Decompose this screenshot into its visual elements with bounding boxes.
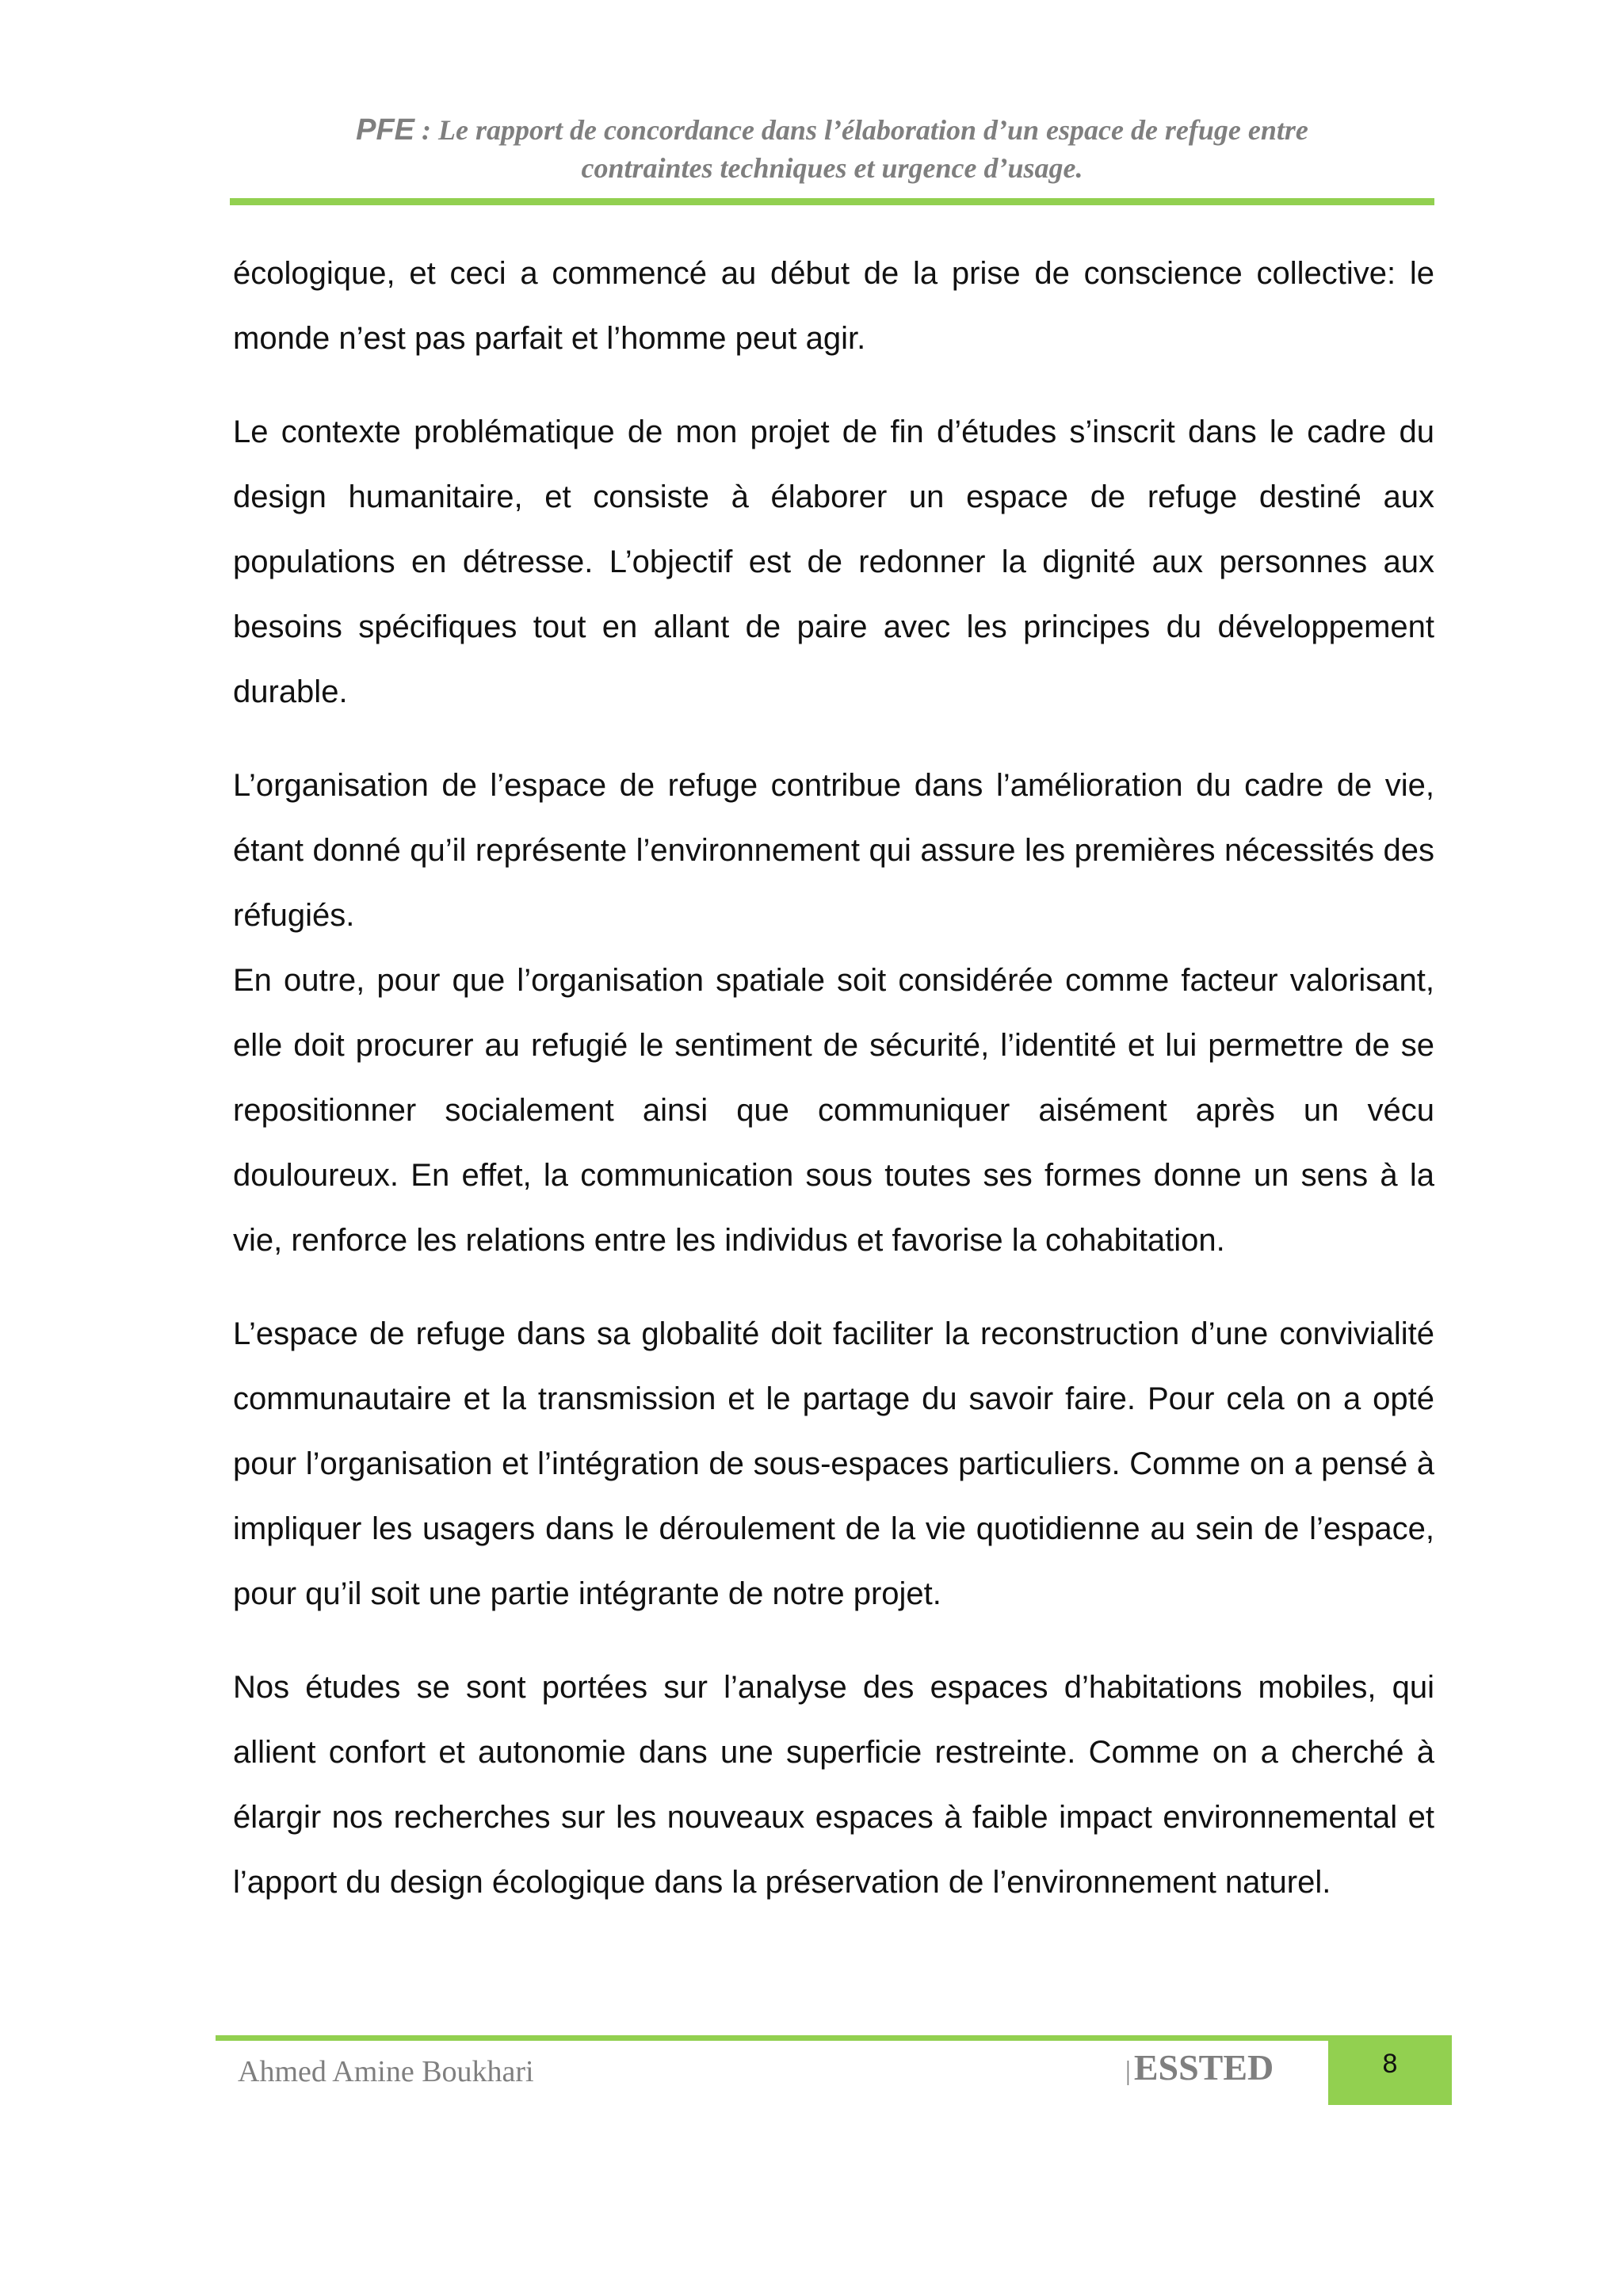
footer-separator: | — [1125, 2057, 1131, 2086]
running-header — [230, 111, 1434, 187]
footer-school — [1125, 2046, 1274, 2088]
paragraph-5: L’espace de refuge dans sa globalité doit faciliter la reconstruction d’une convivialité communautaire et la transmission et le partage du savoir faire. Pour cela on a opté pour l’organisation et l’intégration de sous-espaces particuliers. Comme on a pensé à impliquer les usagers dans le déroulement de la vie quotidienne au sein de l’espace, pour qu’il soit une partie intégrante de notre projet. — [233, 1316, 1434, 1611]
paragraph-1: écologique, et ceci a commencé au début de la prise de conscience collective: le monde n’est pas parfait et l’homme peut agir. — [233, 256, 1434, 356]
header-prefix: PFE — [356, 113, 414, 147]
paragraph-2: Le contexte problématique de mon projet de fin d’études s’inscrit dans le cadre du design humanitaire, et consiste à élaborer un espace de refuge destiné aux populations en détresse. L’objectif est de redonner la dignité aux personnes aux besoins spécifiques tout en allant de paire avec les principes du développement durable. — [233, 415, 1434, 709]
footer-author: Ahmed Amine Boukhari — [238, 2055, 534, 2088]
header-line-1 — [230, 111, 1434, 149]
paragraph-4: En outre, pour que l’organisation spatiale soit considérée comme facteur valorisant, elle doit procurer au refugié le sentiment de sécurité, l’identité et lui permettre de se repositionner socialement ainsi que communiquer aisément après un vécu douloureux. En effet, la communication sous toutes ses formes donne un sens à la vie, renforce les relations entre les individus et favorise la cohabitation. — [233, 963, 1434, 1258]
header-title-part-1: : Le rapport de concordance dans l’élaboration d’un espace de refuge entre — [414, 114, 1308, 146]
paragraph-6: Nos études se sont portées sur l’analyse des espaces d’habitations mobiles, qui allient confort et autonomie dans une superficie restreinte. Comme on a cherché à élargir nos recherches sur les nouveaux espaces à faible impact environnemental et l’apport du design écologique dans la préservation de l’environnement naturel. — [233, 1670, 1434, 1900]
header-divider — [230, 198, 1434, 205]
header-line-2: contraintes techniques et urgence d’usage. — [581, 152, 1083, 184]
body-text — [233, 241, 1434, 1915]
page-number: 8 — [1382, 2049, 1398, 2079]
page-number-box — [1328, 2035, 1452, 2105]
paragraph-3: L’organisation de l’espace de refuge contribue dans l’amélioration du cadre de vie, étant donné qu’il représente l’environnement qui assure les premières nécessités des réfugiés. — [233, 768, 1434, 933]
footer-school-name: ESSTED — [1133, 2047, 1274, 2088]
footer-divider — [216, 2035, 1452, 2041]
